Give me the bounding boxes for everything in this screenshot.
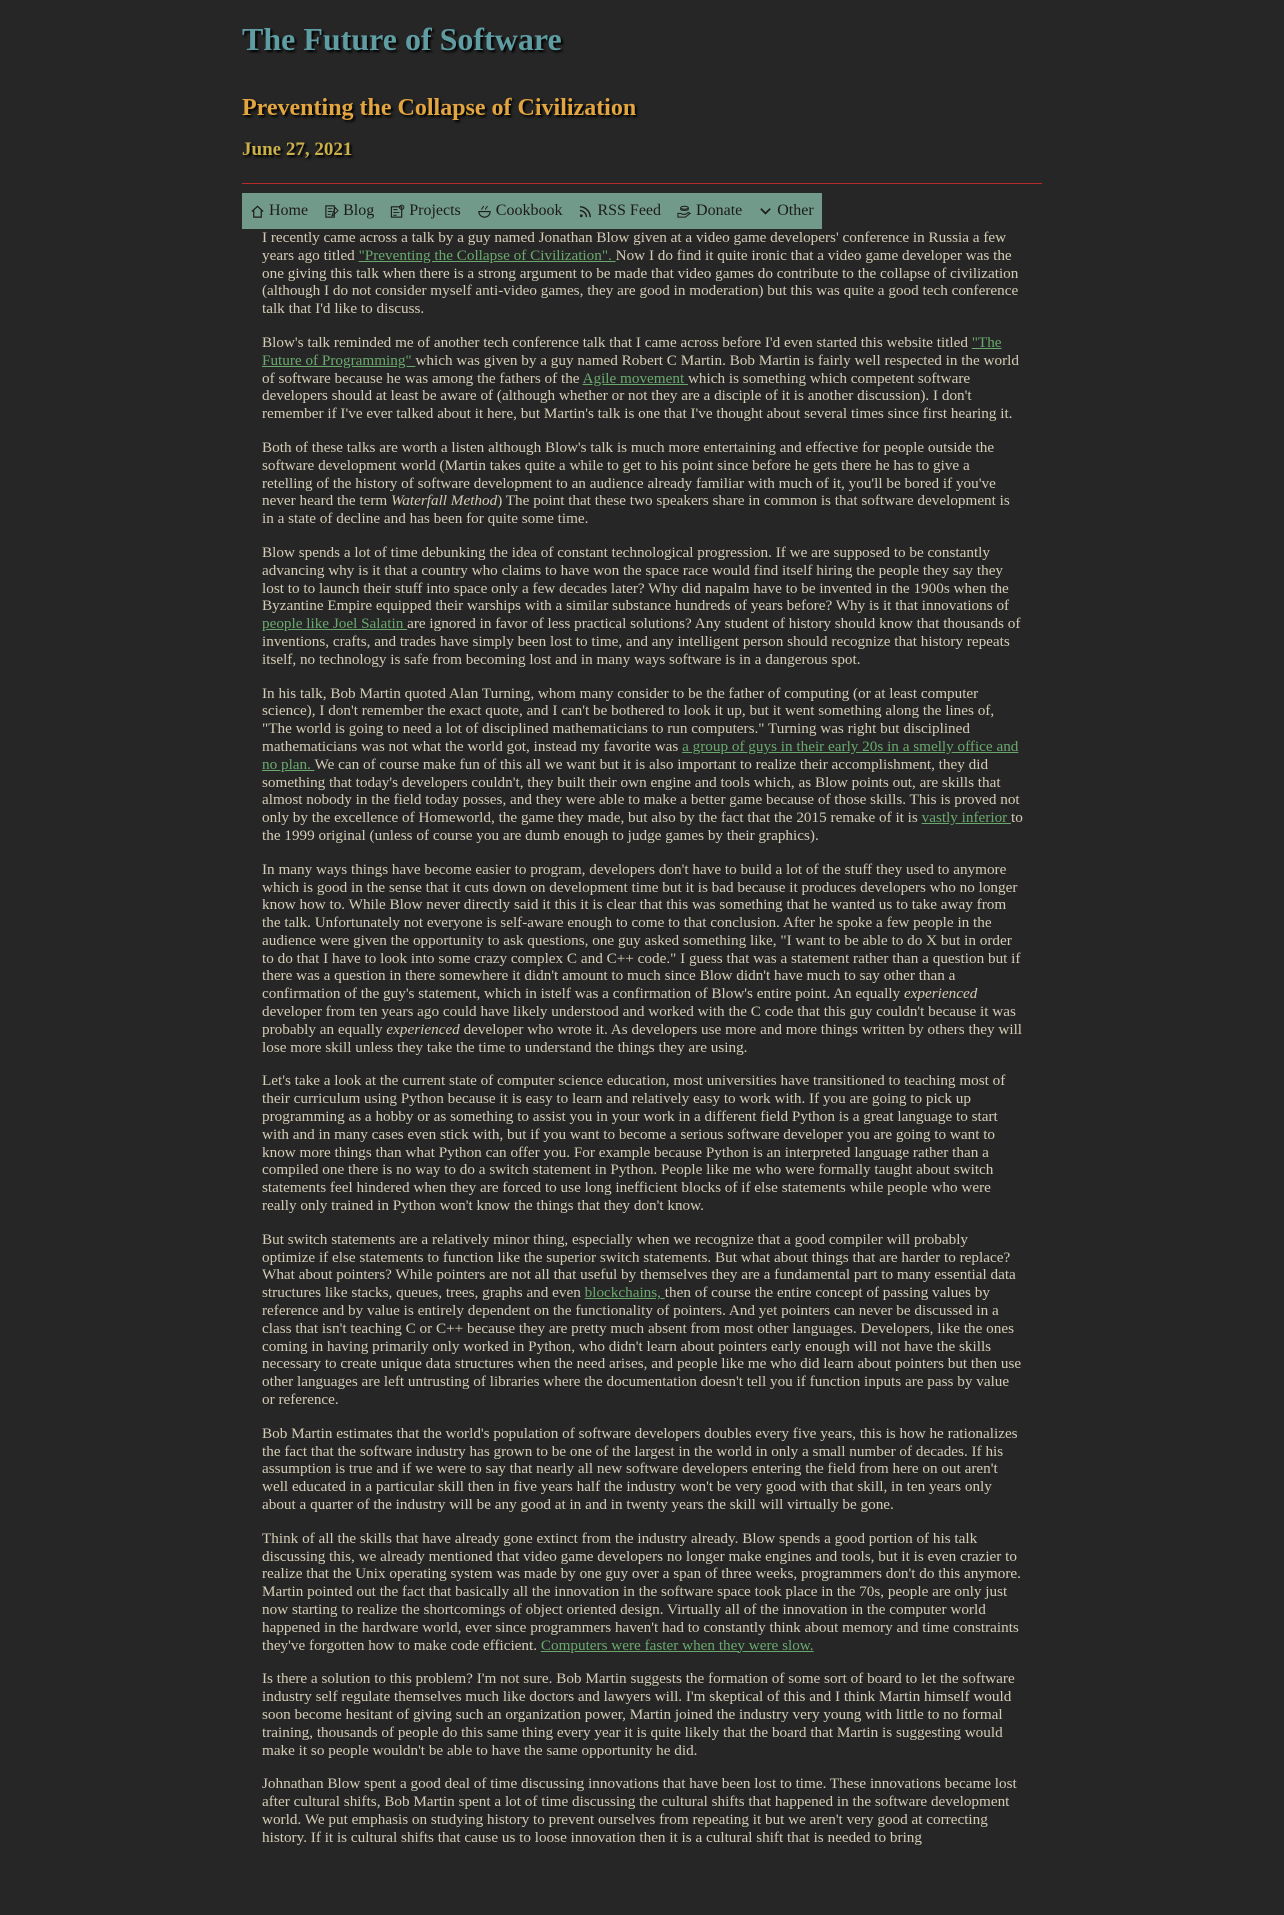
paragraph-text: We can of course make fun of this all we want but it is also important to realize their accomplishment, they did something that today's developers couldn't, they built their own engine and tools which, as Blow points out, are skills that almost nobody in the field today posses, and they were able to make a better game because of those skills. This is proved not only by the excellence of Homeworld, the game they made, but also by the fact that the 2015 remake of it is: [262, 755, 1020, 827]
paragraph-text: Both of these talks are worth a listen although Blow's talk is much more entertaining and effective for people outside the software development world (Martin takes quite a while to get to his point since before he gets there he has to give a retelling of the history of software development to an audience already familiar with much of it, you'll be bored if you've never heard the term: [262, 438, 996, 510]
article-paragraph: [262, 861, 1024, 1057]
link-computers-faster[interactable]: Computers were faster when they were slow.: [540, 1636, 814, 1654]
article-paragraph: [262, 334, 1024, 423]
nav-item-label: Cookbook: [495, 202, 563, 219]
link-future-of-programming[interactable]: "The Future of Programming": [262, 333, 1002, 369]
emphasis-text: experienced: [386, 1020, 460, 1038]
paragraph-text: Think of all the skills that have already gone extinct from the industry already. Blow spends a good portion of his talk discussing this, we already mentioned that video game developers no longer make engines and tools, but it is even crazier to realize that the Unix operating system was made by one guy over a span of three weeks, programmers don't do this anymore. Martin pointed out the fact that basically all the innovation in the software space took place in the 70s, people are only just now starting to realize the shortcomings of object oriented design. Virtually all of the innovation in the computer world happened in the hardware world, ever since programmers haven't had to constantly think about memory and time constraints they've forgotten how to make code efficient.: [262, 1529, 1021, 1654]
blog-icon: [324, 204, 339, 219]
article-paragraph: [262, 1530, 1024, 1655]
nav-item-donate[interactable]: [677, 193, 742, 229]
article-paragraph: [262, 229, 1024, 318]
article-paragraph: [262, 1670, 1024, 1759]
nav-item-blog[interactable]: [324, 193, 374, 229]
paragraph-text: ) The point that these two speakers share in common is that software development is in a state of decline and has been for quite some time.: [262, 492, 1010, 528]
nav-item-label: Projects: [409, 202, 461, 219]
nav-item-projects[interactable]: [390, 193, 461, 229]
link-blockchains[interactable]: blockchains,: [584, 1284, 665, 1302]
paragraph-text: Let's take a look at the current state of computer science education, most universities have transitioned to teaching most of their curriculum using Python because it is easy to learn and relatively easy to work with. If you are going to pick up programming as a hobby or as something to assist you in your work in a different field Python is a great language to start with and in many cases even stick with, but if you want to become a serious software developer you are going to want to know more things than what Python can offer you. For example because Python is an interpreted language rather than a compiled one there is no way to do a switch statement in Python. People like me who were formally taught about switch statements feel hindered when they are forced to use long inefficient blocks of if else statements while people who were really only trained in Python won't know the things that they don't know.: [262, 1072, 1006, 1215]
article-body: [262, 229, 1024, 1863]
paragraph-text: Is there a solution to this problem? I'm not sure. Bob Martin suggests the formation of some sort of board to let the software industry self regulate themselves much like doctors and lawyers will. I'm skeptical of this and I think Martin himself would soon become hesitant of giving such an organization power, Martin joined the industry very young with little to no formal training, thousands of people do this same thing every year it is quite likely that the board that Martin is suggesting would make it so people wouldn't be able to have the same opportunity he did.: [262, 1670, 1015, 1759]
site-title[interactable]: The Future of Software: [242, 21, 562, 57]
post-title: Preventing the Collapse of Civilization: [242, 95, 637, 121]
paragraph-text: Bob Martin estimates that the world's population of software developers doubles every five years, this is how he rationalizes the fact that the software industry has grown to be one of the largest in the world in only a small number of decades. If his assumption is true and if we were to say that nearly all new software developers entering the field from here on out aren't well educated in a particular skill then in five years half the industry won't be very good with that skill, in ten years only about a quarter of the industry will be any good at in and in twenty years the skill will virtually be gone.: [262, 1424, 1018, 1513]
nav-item-rss-feed[interactable]: [578, 193, 661, 229]
emphasis-text: Waterfall Method: [391, 492, 498, 510]
paragraph-text: Blow's talk reminded me of another tech conference talk that I came across before I'd even started this website titled: [262, 333, 972, 351]
nav-item-other[interactable]: [758, 193, 813, 229]
chevron-down-icon: [758, 204, 773, 219]
link-joel-salatin[interactable]: people like Joel Salatin: [262, 615, 408, 633]
paragraph-text: But switch statements are a relatively minor thing, especially when we recognize that a good compiler will probably optimize if else statements to function like the superior switch statements. But what about things that are harder to replace? What about pointers? While pointers are not all that useful by themselves they are a fundamental part to many essential data structures like stacks, queues, trees, graphs and even: [262, 1230, 1016, 1302]
article-paragraph: [262, 1231, 1024, 1409]
link-vastly-inferior[interactable]: vastly inferior: [921, 809, 1012, 827]
home-icon: [250, 204, 265, 219]
article-paragraph: [262, 685, 1024, 845]
paragraph-text: developer from ten years ago could have likely understood and worked with the C code that this guy couldn't because it was probably an equally: [262, 1003, 1016, 1038]
paragraph-text: I recently came across a talk by a guy named Jonathan Blow given at a video game developers' conference in Russia a few years ago titled: [262, 229, 1007, 264]
nav-item-label: Home: [269, 202, 309, 219]
link-smelly-office[interactable]: a group of guys in their early 20s in a smelly office and no plan.: [262, 737, 1019, 773]
article-paragraph: [262, 1072, 1024, 1214]
rss-icon: [578, 204, 593, 219]
article-paragraph: [262, 1775, 1024, 1846]
page: [242, 0, 1042, 1846]
paragraph-text: which is something which competent software developers should at least be aware of (although whether or not they are a disciple of it is another discussion). I don't remember if I've ever talked about it here, but Martin's talk is one that I've thought about several times since first hearing it.: [262, 369, 1013, 423]
article-paragraph: [262, 544, 1024, 669]
paragraph-text: which was given by a guy named Robert C Martin. Bob Martin is fairly well respected in the world of software because he was among the fathers of the: [262, 351, 1019, 387]
nav-item-home[interactable]: [250, 193, 308, 229]
article-paragraph: [262, 1425, 1024, 1514]
nav-item-label: Other: [777, 202, 814, 219]
header-divider: [242, 183, 1042, 184]
paragraph-text: In his talk, Bob Martin quoted Alan Turning, whom many consider to be the father of computing (or at least computer science), I don't remember the exact quote, and I can't be bothered to look it up, but it went something along the lines of, "The world is going to need a lot of disciplined mathematicians to run computers." Turning was right but disciplined mathematicians was not what the world got, instead my favorite was: [262, 684, 995, 755]
nav-item-label: RSS Feed: [597, 202, 662, 219]
paragraph-text: Johnathan Blow spent a good deal of time discussing innovations that have been lost to time. These innovations became lost after cultural shifts, Bob Martin spent a lot of time discussing the cultural shifts that happened in the software development world. We put emphasis on studying history to prevent ourselves from repeating it but we aren't very good at correcting history. If it is cultural shifts that cause us to loose innovation then it is a cultural shift that is needed to bring: [262, 1775, 1017, 1846]
link-preventing-collapse-talk[interactable]: "Preventing the Collapse of Civilization".: [358, 246, 616, 264]
article-paragraph: [262, 439, 1024, 528]
nav-item-cookbook[interactable]: [477, 193, 563, 229]
paragraph-text: are ignored in favor of less practical solutions? Any student of history should know that thousands of inventions, crafts, and trades have simply been lost to time, and any intelligent person should recognize that history repeats itself, no technology is safe from becoming lost and in many ways software is in a dangerous spot.: [262, 615, 1021, 668]
cookbook-icon: [477, 204, 492, 219]
paragraph-text: Blow spends a lot of time debunking the idea of constant technological progression. If we are supposed to be constantly advancing why is it that a country who claims to have won the space race would find itself hiring the people they say they lost to to launch their stuff into space only a few decades later? Why did napalm have to be invented in the 1900s when the Byzantine Empire equipped their warships with a similar substance hundreds of years before? Why is it that innovations of: [262, 543, 1010, 615]
nav-bar: [242, 193, 822, 229]
projects-icon: [390, 204, 405, 219]
paragraph-text: then of course the entire concept of passing values by reference and by value is entirely dependent on the functionality of pointers. And yet pointers can never be discussed in a class that isn't teaching C or C++ because they are pretty much absent from most other languages. Developers, like the ones coming in having primarily only worked in Python, who didn't learn about pointers early enough will not have the skills necessary to create unique data structures when the need arises, and people like me who did learn about pointers but then use other languages are left untrusting of libraries where the documentation doesn't tell you if function inputs are pass by value or reference.: [262, 1284, 1022, 1409]
paragraph-text: to the 1999 original (unless of course you are dumb enough to judge games by their graphics).: [262, 809, 1023, 844]
post-date: June 27, 2021: [242, 139, 353, 160]
emphasis-text: experienced: [903, 985, 978, 1003]
nav-item-label: Donate: [696, 202, 743, 219]
link-agile-movement[interactable]: Agile movement: [582, 369, 688, 387]
donate-icon: [677, 204, 692, 219]
paragraph-text: Now I do find it quite ironic that a video game developer was the one giving this talk when there is a strong argument to be made that video games do contribute to the collapse of civilization (although I do not consider myself anti-video games, they are good in moderation) but this was quite a good tech conference talk that I'd like to discuss.: [262, 246, 1019, 318]
nav-item-label: Blog: [343, 202, 375, 219]
paragraph-text: In many ways things have become easier to program, developers don't have to build a lot of the stuff they used to anymore which is good in the sense that it cuts down on development time but it is bad because it produces developers who no longer know how to. While Blow never directly said it this it is clear that this was something that he wanted us to take away from the talk. Unfortunately not everyone is self-aware enough to come to that conclusion. After he spoke a few people in the audience were given the opportunity to ask questions, one guy asked something like, "I want to be able to do X but in order to do that I have to look into some crazy complex C and C++ code." I guess that was a statement rather than a question but if there was a question in there somewhere it didn't amount to much since Blow didn't have much to say other than a confirmation of the guy's statement, which in istelf was a confirmation of Blow's entire point. An equally: [262, 860, 1021, 1003]
paragraph-text: developer who wrote it. As developers use more and more things written by others they will lose more skill unless they take the time to understand the things they are using.: [262, 1020, 1023, 1056]
